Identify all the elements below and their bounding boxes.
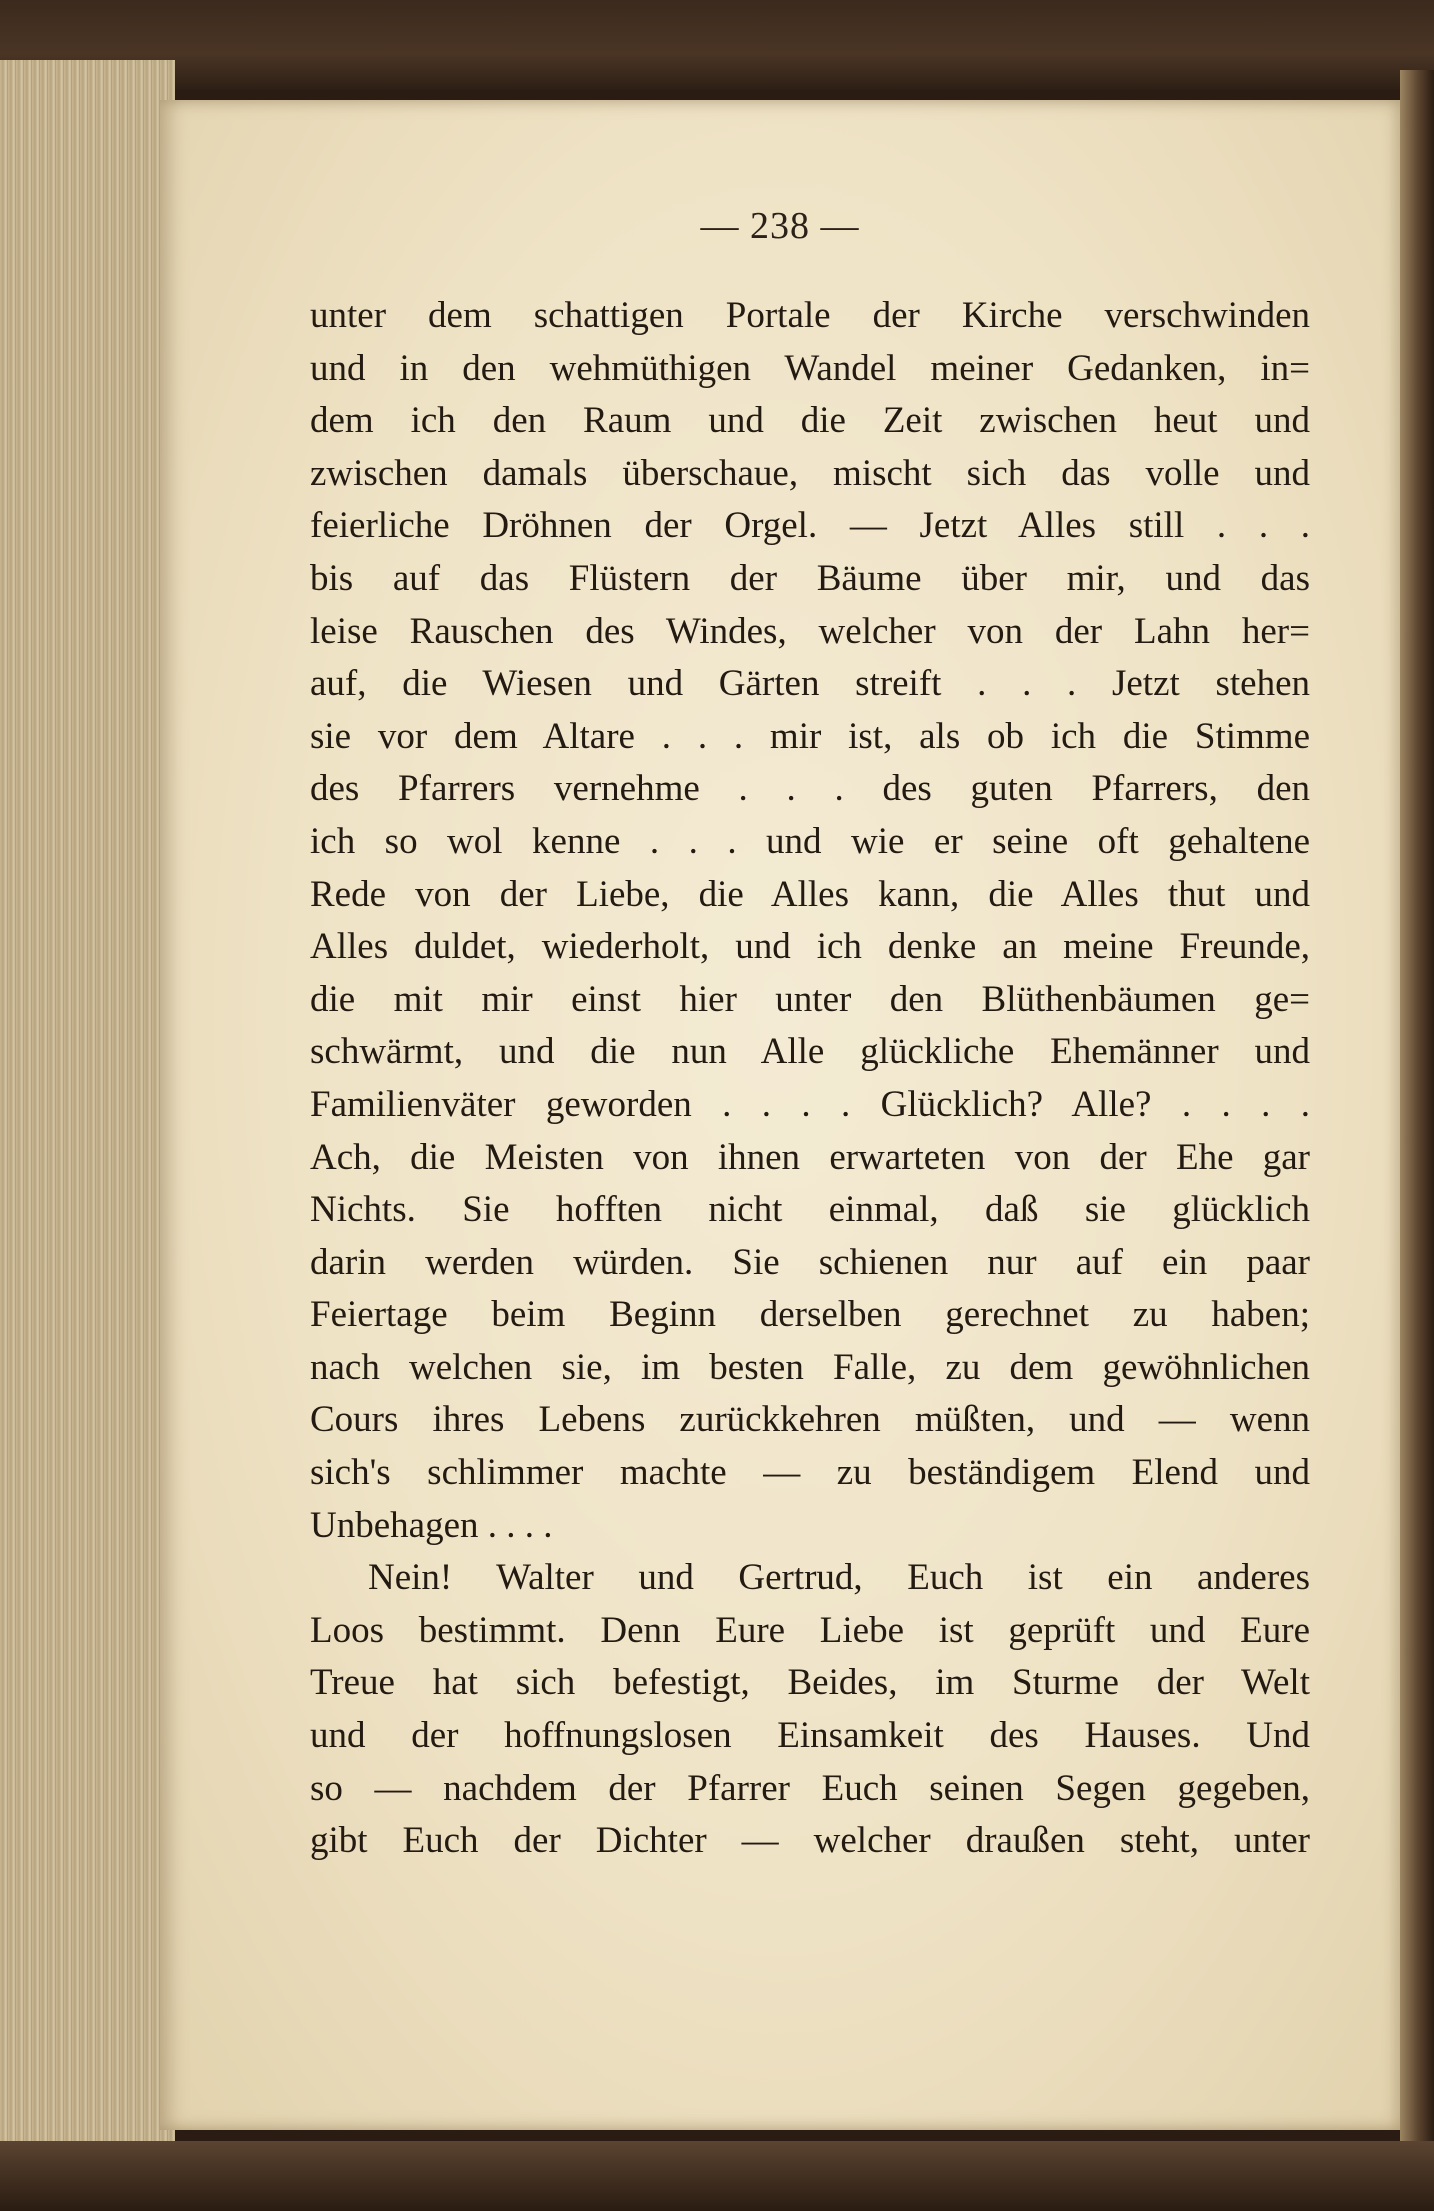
- text-line: dem ich den Raum und die Zeit zwischen heut und: [310, 400, 1310, 442]
- body-text: [310, 290, 1310, 1868]
- text-line: Feiertage beim Beginn derselben gerechnet zu haben;: [310, 1294, 1310, 1336]
- page-edges-left: [0, 60, 175, 2150]
- text-line: sie vor dem Altare . . . mir ist, als ob ich die Stimme: [310, 715, 1310, 757]
- text-line: und der hoffnungslosen Einsamkeit des Hauses. Und: [310, 1715, 1310, 1757]
- text-line: sich's schlimmer machte — zu beständigem Elend und: [310, 1452, 1310, 1494]
- text-line: Treue hat sich befestigt, Beides, im Sturme der Welt: [310, 1662, 1310, 1704]
- text-line: so — nachdem der Pfarrer Euch seinen Segen gegeben,: [310, 1767, 1310, 1809]
- text-line: gibt Euch der Dichter — welcher draußen steht, unter: [310, 1820, 1310, 1862]
- text-line: des Pfarrers vernehme . . . des guten Pfarrers, den: [310, 768, 1310, 810]
- text-line: Cours ihres Lebens zurückkehren müßten, und — wenn: [310, 1399, 1310, 1441]
- text-line: nach welchen sie, im besten Falle, zu dem gewöhnlichen: [310, 1346, 1310, 1388]
- book-edge-right: [1400, 70, 1434, 2150]
- text-line: schwärmt, und die nun Alle glückliche Ehemänner und: [310, 1031, 1310, 1073]
- book-page: [160, 100, 1400, 2130]
- text-line: die mit mir einst hier unter den Blüthenbäumen ge=: [310, 978, 1310, 1020]
- page-number: — 238 —: [700, 205, 860, 247]
- text-line: und in den wehmüthigen Wandel meiner Gedanken, in=: [310, 347, 1310, 389]
- text-line: feierliche Dröhnen der Orgel. — Jetzt Alles still . . .: [310, 505, 1310, 547]
- text-line: zwischen damals überschaue, mischt sich das volle und: [310, 452, 1310, 494]
- text-line: bis auf das Flüstern der Bäume über mir, und das: [310, 557, 1310, 599]
- text-line: leise Rauschen des Windes, welcher von der Lahn her=: [310, 610, 1310, 652]
- paragraph-end-line: Unbehagen . . . .: [310, 1504, 553, 1546]
- text-line: Nichts. Sie hofften nicht einmal, daß sie glücklich: [310, 1189, 1310, 1231]
- text-line: Alles duldet, wiederholt, und ich denke an meine Freunde,: [310, 926, 1310, 968]
- text-line: ich so wol kenne . . . und wie er seine oft gehaltene: [310, 820, 1310, 862]
- book-edge-bottom: [0, 2141, 1434, 2211]
- paragraph-start-line: Nein! Walter und Gertrud, Euch ist ein anderes: [368, 1557, 1310, 1599]
- text-line: Familienväter geworden . . . . Glücklich? Alle? . . . .: [310, 1083, 1310, 1125]
- text-line: unter dem schattigen Portale der Kirche verschwinden: [310, 295, 1310, 336]
- book-binding-top: [0, 0, 1434, 90]
- text-line: Loos bestimmt. Denn Eure Liebe ist geprüft und Eure: [310, 1609, 1310, 1651]
- text-line: darin werden würden. Sie schienen nur auf ein paar: [310, 1241, 1310, 1283]
- text-line: Ach, die Meisten von ihnen erwarteten von der Ehe gar: [310, 1136, 1310, 1178]
- text-line: Rede von der Liebe, die Alles kann, die Alles thut und: [310, 873, 1310, 915]
- text-line: auf, die Wiesen und Gärten streift . . . Jetzt stehen: [310, 663, 1310, 705]
